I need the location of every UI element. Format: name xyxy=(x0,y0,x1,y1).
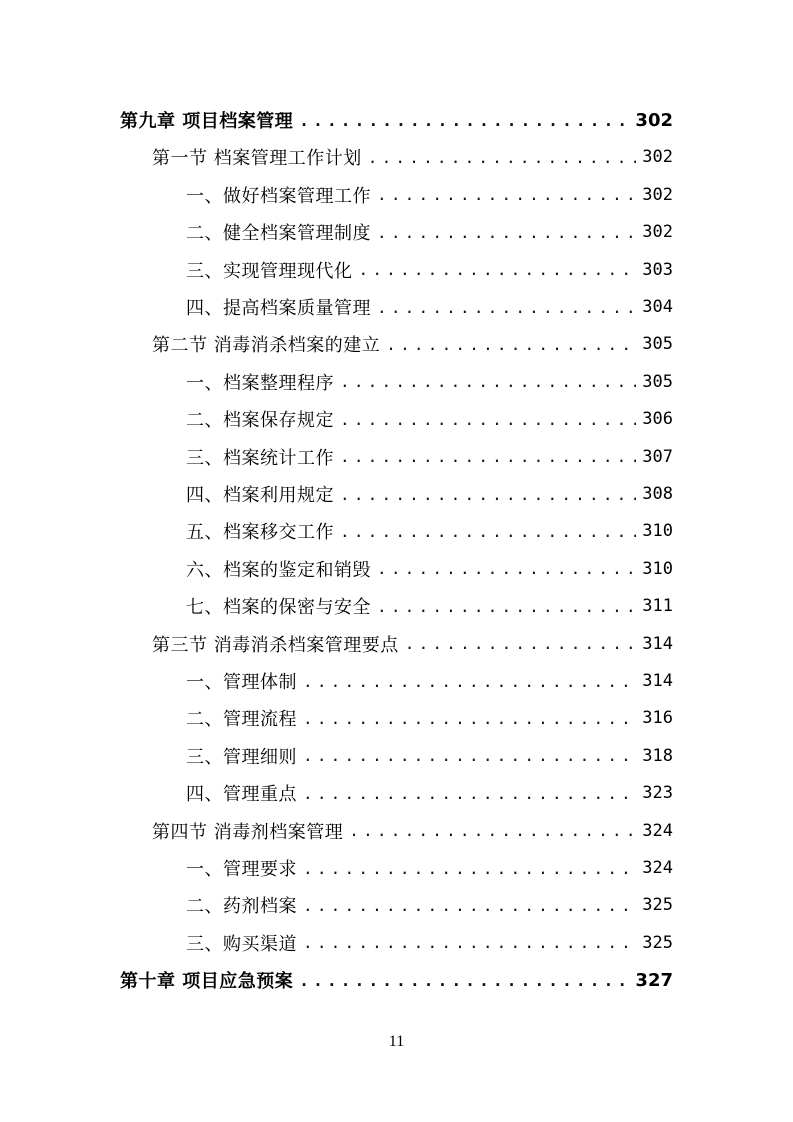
toc-entry-page: 302 xyxy=(642,184,673,205)
toc-entry-title: 一、管理体制 xyxy=(186,672,297,693)
toc-entry-title: 一、管理要求 xyxy=(186,859,297,880)
toc-item-entry[interactable] xyxy=(186,591,673,621)
toc-entry-page: 302 xyxy=(635,109,673,131)
toc-item-entry[interactable] xyxy=(186,890,673,920)
dot-leader xyxy=(303,859,636,878)
toc-item-entry[interactable] xyxy=(186,853,673,883)
toc-entry-page: 323 xyxy=(642,783,673,804)
toc-entry-page: 307 xyxy=(642,446,673,467)
toc-entry-page: 302 xyxy=(642,222,673,243)
toc-entry-title: 三、实现管理现代化 xyxy=(186,260,353,282)
toc-entry-title: 二、健全档案管理制度 xyxy=(186,223,371,245)
toc-item-entry[interactable] xyxy=(186,928,673,958)
dot-leader xyxy=(340,447,636,466)
toc-entry-title: 三、购买渠道 xyxy=(186,933,297,955)
toc-entry-title: 第三节 消毒消杀档案管理要点 xyxy=(152,634,399,656)
toc-item-entry[interactable] xyxy=(186,180,673,210)
toc-entry-page: 306 xyxy=(642,409,673,430)
dot-leader xyxy=(303,709,636,728)
toc-entry-title: 第四节 消毒剂档案管理 xyxy=(152,821,344,843)
toc-entry-page: 305 xyxy=(642,334,673,355)
toc-entry-page: 314 xyxy=(642,671,673,691)
toc-entry-title: 五、档案移交工作 xyxy=(186,522,334,544)
toc-entry-page: 314 xyxy=(642,633,673,654)
dot-leader xyxy=(377,559,636,578)
toc-entry-title: 第十章 项目应急预案 xyxy=(120,971,294,993)
toc-entry-page: 311 xyxy=(642,596,673,617)
dot-leader xyxy=(303,784,636,803)
toc-item-entry[interactable] xyxy=(186,479,673,509)
toc-entry-page: 304 xyxy=(642,297,673,317)
toc-item-entry[interactable] xyxy=(186,217,673,247)
dot-leader xyxy=(303,746,636,765)
toc-entry-title: 三、管理细则 xyxy=(186,746,297,768)
toc-item-entry[interactable] xyxy=(186,554,673,584)
toc-item-entry[interactable] xyxy=(186,703,673,733)
dot-leader xyxy=(405,634,637,653)
dot-leader xyxy=(368,148,637,167)
toc-section-entry[interactable] xyxy=(152,329,673,359)
dot-leader xyxy=(377,223,636,242)
toc-entry-title: 四、提高档案质量管理 xyxy=(186,298,371,319)
dot-leader xyxy=(349,821,636,840)
toc-item-entry[interactable] xyxy=(186,404,673,434)
toc-entry-title: 二、档案保存规定 xyxy=(186,410,334,432)
dot-leader xyxy=(377,298,636,317)
toc-entry-title: 四、档案利用规定 xyxy=(186,485,334,506)
page-number: 11 xyxy=(388,1033,405,1050)
dot-leader xyxy=(340,372,636,391)
toc-entry-page: 308 xyxy=(642,484,673,504)
toc-entry-page: 316 xyxy=(642,708,673,729)
dot-leader xyxy=(377,185,636,204)
toc-entry-page: 310 xyxy=(642,558,673,579)
dot-leader xyxy=(377,597,636,616)
toc-item-entry[interactable] xyxy=(186,292,673,322)
dot-leader xyxy=(340,485,636,504)
dot-leader xyxy=(340,410,636,429)
toc-entry-page: 324 xyxy=(642,820,673,841)
dot-leader xyxy=(299,971,629,990)
dot-leader xyxy=(303,672,636,691)
toc-item-entry[interactable] xyxy=(186,516,673,546)
dot-leader xyxy=(299,111,629,130)
dot-leader xyxy=(386,335,636,354)
toc-entry-page: 302 xyxy=(642,147,673,168)
toc-entry-page: 325 xyxy=(642,932,673,953)
toc-entry-title: 一、档案整理程序 xyxy=(186,372,334,394)
toc-entry-page: 303 xyxy=(642,259,673,280)
toc-entry-title: 第二节 消毒消杀档案的建立 xyxy=(152,335,381,357)
toc-item-entry[interactable] xyxy=(186,255,673,285)
toc-section-entry[interactable] xyxy=(152,629,673,659)
toc-item-entry[interactable] xyxy=(186,367,673,397)
toc-chapter-entry[interactable] xyxy=(120,105,673,135)
toc-item-entry[interactable] xyxy=(186,741,673,771)
toc-chapter-entry[interactable] xyxy=(120,965,673,995)
dot-leader xyxy=(359,260,637,279)
toc-entry-title: 第九章 项目档案管理 xyxy=(120,111,294,132)
toc-section-entry[interactable] xyxy=(152,816,673,846)
toc-entry-title: 七、档案的保密与安全 xyxy=(186,597,371,619)
dot-leader xyxy=(340,522,636,541)
toc-item-entry[interactable] xyxy=(186,442,673,472)
toc-entry-title: 三、档案统计工作 xyxy=(186,447,334,469)
toc-item-entry[interactable] xyxy=(186,778,673,808)
toc-entry-page: 327 xyxy=(635,969,673,991)
toc-entry-title: 第一节 档案管理工作计划 xyxy=(152,148,362,170)
dot-leader xyxy=(303,933,636,952)
toc-entry-page: 324 xyxy=(642,858,673,878)
toc-entry-page: 305 xyxy=(642,371,673,392)
toc-section-entry[interactable] xyxy=(152,142,673,172)
toc-entry-title: 二、药剂档案 xyxy=(186,896,297,918)
toc-entry-title: 一、做好档案管理工作 xyxy=(186,185,371,207)
toc-entry-title: 六、档案的鉴定和销毁 xyxy=(186,559,371,581)
dot-leader xyxy=(303,896,636,915)
toc-entry-page: 318 xyxy=(642,745,673,766)
toc-entry-title: 四、管理重点 xyxy=(186,784,297,806)
toc-entry-page: 310 xyxy=(642,521,673,542)
toc-entry-title: 二、管理流程 xyxy=(186,709,297,731)
toc-item-entry[interactable] xyxy=(186,666,673,696)
toc-entry-page: 325 xyxy=(642,895,673,916)
